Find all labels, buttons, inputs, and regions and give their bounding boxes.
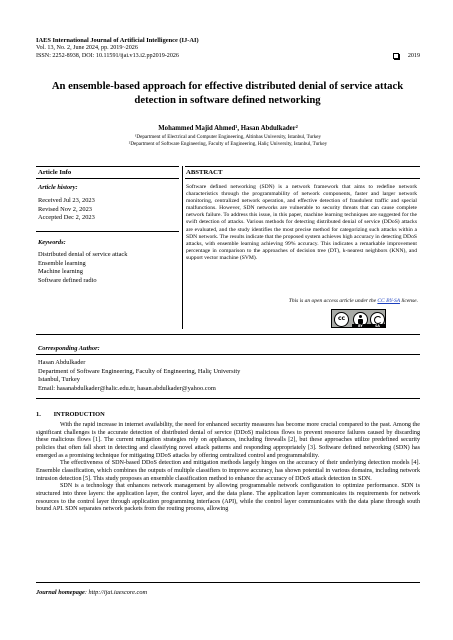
abstract-text: Software defined networking (SDN) is a network framework that aims to redefine network characteristics through the programmability of network components, faster and larger network monitoring, centralized network operation, and effective detection of fraudulent traffic and special malfunctions. However, SDN networks are vulnerable to security threats that can cause complete network failure. To address this issue, in this paper, machine learning techniques are suggested for the swift detection of attacks. Various methods for detecting distributed denial of service (DDoS) attacks are evaluated, and the study identifies the most precise method for categorizing such attacks within a SDN network. The results indicate that the proposed system achieves high accuracy in detecting DDoS attacks, with ensemble learning achieving 99% accuracy. This indicates a remarkable improvement percentage in comparison to the approaches of decision tree (DT), k-nearest neighbors (KNN), and support vector machine (SVM). <box>186 184 417 261</box>
cc-logo-icon: cc <box>334 312 349 327</box>
intro-paragraph: With the rapid increase in internet availability, the need for enhanced security measures has become more crucial compared to the past. Among the significant challenges is the accurate detection of distributed denial of service (DDoS) malicious flows to prevent resource failures caused by discarding these malicious flows [1]. The current mitigation strategies rely on appliances, including firewalls [2], but these approaches utilize predefined security policies that often fall short in detecting and classifying novel attack patterns and responding appropriately [3]. Software defined networking (SDN) has emerged as a promising technique for mitigating DDoS attacks by offering centralized control and programmability. <box>36 422 420 459</box>
keyword-item: Distributed denial of service attack <box>38 251 128 258</box>
affiliation-1: ¹Department of Electrical and Computer Engineering, Altinbas University, Istanbul, Turkey <box>134 134 322 140</box>
corresponding-name: Hasan Abdulkader <box>38 359 86 366</box>
cc-badge-labels <box>352 324 386 328</box>
journal-issn: ISSN: 2252-8938, DOI: 10.11591/ijai.v13.i2.pp2019-2026 <box>36 52 179 59</box>
homepage-label: Journal homepage <box>36 589 85 596</box>
article-history-heading: Article history: <box>38 184 78 191</box>
cc-label-sa: SA <box>375 324 380 328</box>
page-number: 2019 <box>407 53 420 60</box>
journal-issn-row <box>36 53 420 61</box>
divider-corresponding-top <box>36 334 420 335</box>
divider-keywords <box>36 231 179 232</box>
license-statement <box>186 298 418 304</box>
corresponding-department: Department of Software Engineering, Faculty of Engineering, Haliç University <box>38 367 241 375</box>
paper-title: An ensemble-based approach for effective distributed denial of service attack detection in software defined networking <box>51 80 404 106</box>
license-prefix: This is an open access article under the <box>288 298 378 304</box>
page-box-icon <box>393 53 399 59</box>
homepage-url[interactable]: http://ijai.iaescore.com <box>88 589 148 596</box>
divider-info-top <box>36 166 179 167</box>
page-number-box <box>393 53 420 59</box>
keywords-heading: Keywords: <box>38 239 66 246</box>
keywords-list <box>38 251 178 285</box>
journal-footer: Journal homepage: http://ijai.iaescore.com <box>36 589 148 596</box>
journal-header <box>36 37 420 60</box>
journal-name: IAES International Journal of Artificial Intelligence (IJ-AI) <box>36 37 199 44</box>
history-revised: Revised Nov 2, 2023 <box>38 205 92 213</box>
keyword-item: Ensemble learning <box>38 259 86 267</box>
keyword-item: Software defined radio <box>38 276 97 284</box>
history-received: Received Jul 23, 2023 <box>38 197 95 204</box>
cc-by-sa-badge[interactable] <box>331 309 386 328</box>
paper-authors: Mohammed Majid Ahmed¹, Hasan Abdulkader² <box>158 125 298 132</box>
divider-abstract-head <box>185 178 420 179</box>
abstract-heading: ABSTRACT <box>186 169 223 176</box>
divider-abstract-top <box>185 166 420 167</box>
divider-footer <box>36 582 420 583</box>
keyword-item: Machine learning <box>38 268 83 276</box>
divider-corresponding-head <box>36 354 420 355</box>
intro-paragraph: The effectiveness of SDN-based DDoS detection and mitigation methods largely hinges on the accuracy of their underlying detection models [4]. Ensemble classification, which combines the outputs of multiple classifiers to improve accuracy, has shown potential in various domains, including network intrusion detection [5]. This study proposes an ensemble classification method to enhance the accuracy of DDoS attack detection in SDN. <box>36 460 420 482</box>
history-accepted: Accepted Dec 2, 2023 <box>38 214 95 222</box>
license-suffix: license. <box>399 298 418 304</box>
journal-volume: Vol. 13, No. 2, June 2024, pp. 2019~2026 <box>36 45 138 51</box>
intro-paragraph: SDN is a technology that enhances network management by allowing programmable network configuration to optimize performance. SDN is structured into three layers: the application layer, the control layer, and the data plane. The application layer communicates its requirements for network resources to the control layer through application programming interfaces (API), while the control layer communicates with the data plane through south bound API. SDN separates network packets from the routing process, allowing <box>36 483 420 513</box>
cc-label-by: BY <box>358 324 363 328</box>
corresponding-location: Istanbul, Turkey <box>38 376 80 384</box>
license-link[interactable]: CC BY-SA <box>377 298 400 304</box>
column-separator <box>182 166 183 329</box>
introduction-body <box>36 422 420 514</box>
corresponding-details <box>38 359 240 393</box>
divider-info-head <box>36 178 179 179</box>
article-info-heading: Article Info <box>38 169 72 176</box>
divider-corresponding-bottom <box>36 398 420 399</box>
corresponding-email: Email: hasanabdulkader@halic.edu.tr, hasan.abdulkader@yahoo.com <box>38 384 216 392</box>
corresponding-heading: Corresponding Author: <box>38 345 100 352</box>
introduction-heading: 1. INTRODUCTION <box>36 411 105 418</box>
article-history <box>38 197 95 223</box>
affiliation-2: ²Department of Software Engineering, Faculty of Engineering, Haliç University, Istanbul, Turkey <box>128 141 328 147</box>
